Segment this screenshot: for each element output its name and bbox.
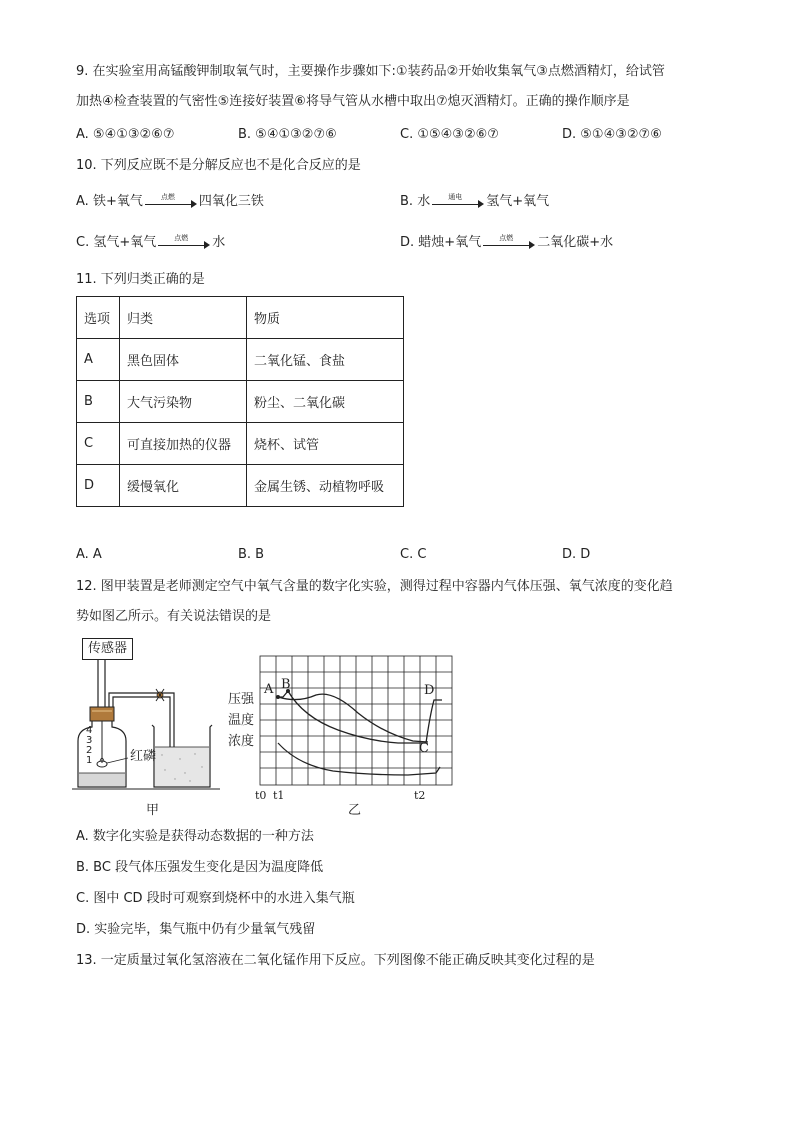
reaction-arrow-icon xyxy=(432,195,484,209)
q9-stem-line2: 加热④检查装置的气密性⑤连接好装置⑥将导气管从水槽中取出⑦熄灭酒精灯。正确的操作顺序是 xyxy=(76,94,630,109)
table-cell: A xyxy=(77,339,120,381)
scale-mark: 1 xyxy=(86,755,93,766)
q11-option-a[interactable]: A. A xyxy=(76,547,102,562)
scale-mark: 4 xyxy=(86,725,93,736)
q10-stem: 10. 下列反应既不是分解反应也不是化合反应的是 xyxy=(76,158,361,173)
table-cell: 二氧化锰、食盐 xyxy=(247,339,404,381)
y-label-temperature: 温度 xyxy=(228,713,255,728)
option-letter: D. xyxy=(400,235,415,250)
q9-option-b[interactable]: B. ⑤④①③②⑦⑥ xyxy=(238,127,337,142)
reactants: 蜡烛+氧气 xyxy=(418,235,482,250)
reactants: 氢气+氧气 xyxy=(93,235,157,250)
reactants: 水 xyxy=(417,194,431,209)
table-cell: 缓慢氧化 xyxy=(120,465,247,507)
y-label-concentration: 浓度 xyxy=(228,734,255,749)
option-letter: A. xyxy=(76,194,89,209)
scale-mark: 3 xyxy=(86,735,93,746)
q10-option-d[interactable] xyxy=(400,234,613,252)
reaction-condition: 点燃 xyxy=(160,193,175,201)
q10-option-c[interactable] xyxy=(76,234,225,252)
q11-option-d[interactable]: D. D xyxy=(562,547,591,562)
table-cell: 可直接加热的仪器 xyxy=(120,423,247,465)
products: 氢气+氧气 xyxy=(486,194,550,209)
reaction-arrow-icon xyxy=(483,236,535,250)
table-cell: 金属生锈、动植物呼吸 xyxy=(247,465,404,507)
products: 二氧化碳+水 xyxy=(537,235,614,250)
table-cell: B xyxy=(77,381,120,423)
point-label-a: A xyxy=(264,682,274,697)
table-cell: 烧杯、试管 xyxy=(247,423,404,465)
reaction-condition: 点燃 xyxy=(499,234,514,242)
q9-option-a[interactable]: A. ⑤④①③②⑥⑦ xyxy=(76,127,175,142)
x-tick-t1: t1 xyxy=(273,789,285,802)
products: 水 xyxy=(212,235,226,250)
table-row xyxy=(77,465,404,507)
q11-option-b[interactable]: B. B xyxy=(238,547,265,562)
q11-option-c[interactable]: C. C xyxy=(400,547,427,562)
reaction-arrow-icon xyxy=(145,195,197,209)
table-cell: 大气污染物 xyxy=(120,381,247,423)
figure-caption-jia: 甲 xyxy=(146,803,160,818)
table-cell: C xyxy=(77,423,120,465)
table-cell: 黑色固体 xyxy=(120,339,247,381)
products: 四氧化三铁 xyxy=(198,194,264,209)
x-tick-t2: t2 xyxy=(414,789,426,802)
figure-caption-yi: 乙 xyxy=(348,803,362,818)
q9-option-d[interactable]: D. ⑤①④③②⑦⑥ xyxy=(562,127,662,142)
table-row xyxy=(77,381,404,423)
table-cell: D xyxy=(77,465,120,507)
q9-option-c[interactable]: C. ①⑤④③②⑥⑦ xyxy=(400,127,499,142)
q12-stem-line1: 12. 图甲装置是老师测定空气中氧气含量的数字化实验，测得过程中容器内气体压强、氧气浓度的变化趋 xyxy=(76,579,673,594)
q12-option-b[interactable]: B. BC 段气体压强发生变化是因为温度降低 xyxy=(76,860,324,875)
q10-option-b[interactable] xyxy=(400,193,549,211)
point-label-b: B xyxy=(281,677,291,692)
scale-mark: 2 xyxy=(86,745,93,756)
point-label-c: C xyxy=(419,741,429,756)
table-cell: 粉尘、二氧化碳 xyxy=(247,381,404,423)
reaction-arrow-icon xyxy=(158,236,210,250)
x-tick-t0: t0 xyxy=(255,789,267,802)
classification-table xyxy=(76,296,404,507)
q12-option-a[interactable]: A. 数字化实验是获得动态数据的一种方法 xyxy=(76,829,314,844)
table-row xyxy=(77,339,404,381)
reaction-condition: 通电 xyxy=(448,193,463,201)
table-row xyxy=(77,423,404,465)
table-header-cell: 物质 xyxy=(247,297,404,339)
reaction-condition: 点燃 xyxy=(174,234,189,242)
y-label-pressure: 压强 xyxy=(228,692,255,707)
q11-stem: 11. 下列归类正确的是 xyxy=(76,272,205,287)
table-header-row xyxy=(77,297,404,339)
table-header-cell: 选项 xyxy=(77,297,120,339)
q12-option-c[interactable]: C. 图中 CD 段时可观察到烧杯中的水进入集气瓶 xyxy=(76,891,355,906)
red-phosphorus-label: 红磷 xyxy=(130,749,157,764)
q13-stem: 13. 一定质量过氧化氢溶液在二氧化锰作用下反应。下列图像不能正确反映其变化过程的是 xyxy=(76,953,595,968)
q9-stem-line1: 9. 在实验室用高锰酸钾制取氧气时，主要操作步骤如下:①装药品②开始收集氧气③点燃酒精灯，给试管 xyxy=(76,64,665,79)
q12-option-d[interactable]: D. 实验完毕，集气瓶中仍有少量氧气残留 xyxy=(76,922,316,937)
table-header-cell: 归类 xyxy=(120,297,247,339)
option-letter: C. xyxy=(76,235,90,250)
option-letter: B. xyxy=(400,194,414,209)
sensor-label: 传感器 xyxy=(82,638,133,660)
q10-option-a[interactable] xyxy=(76,193,264,211)
apparatus-diagram xyxy=(70,655,230,795)
reactants: 铁+氧气 xyxy=(92,194,143,209)
trend-graph xyxy=(258,655,458,790)
point-label-d: D xyxy=(424,683,435,698)
q12-stem-line2: 势如图乙所示。有关说法错误的是 xyxy=(76,609,272,624)
